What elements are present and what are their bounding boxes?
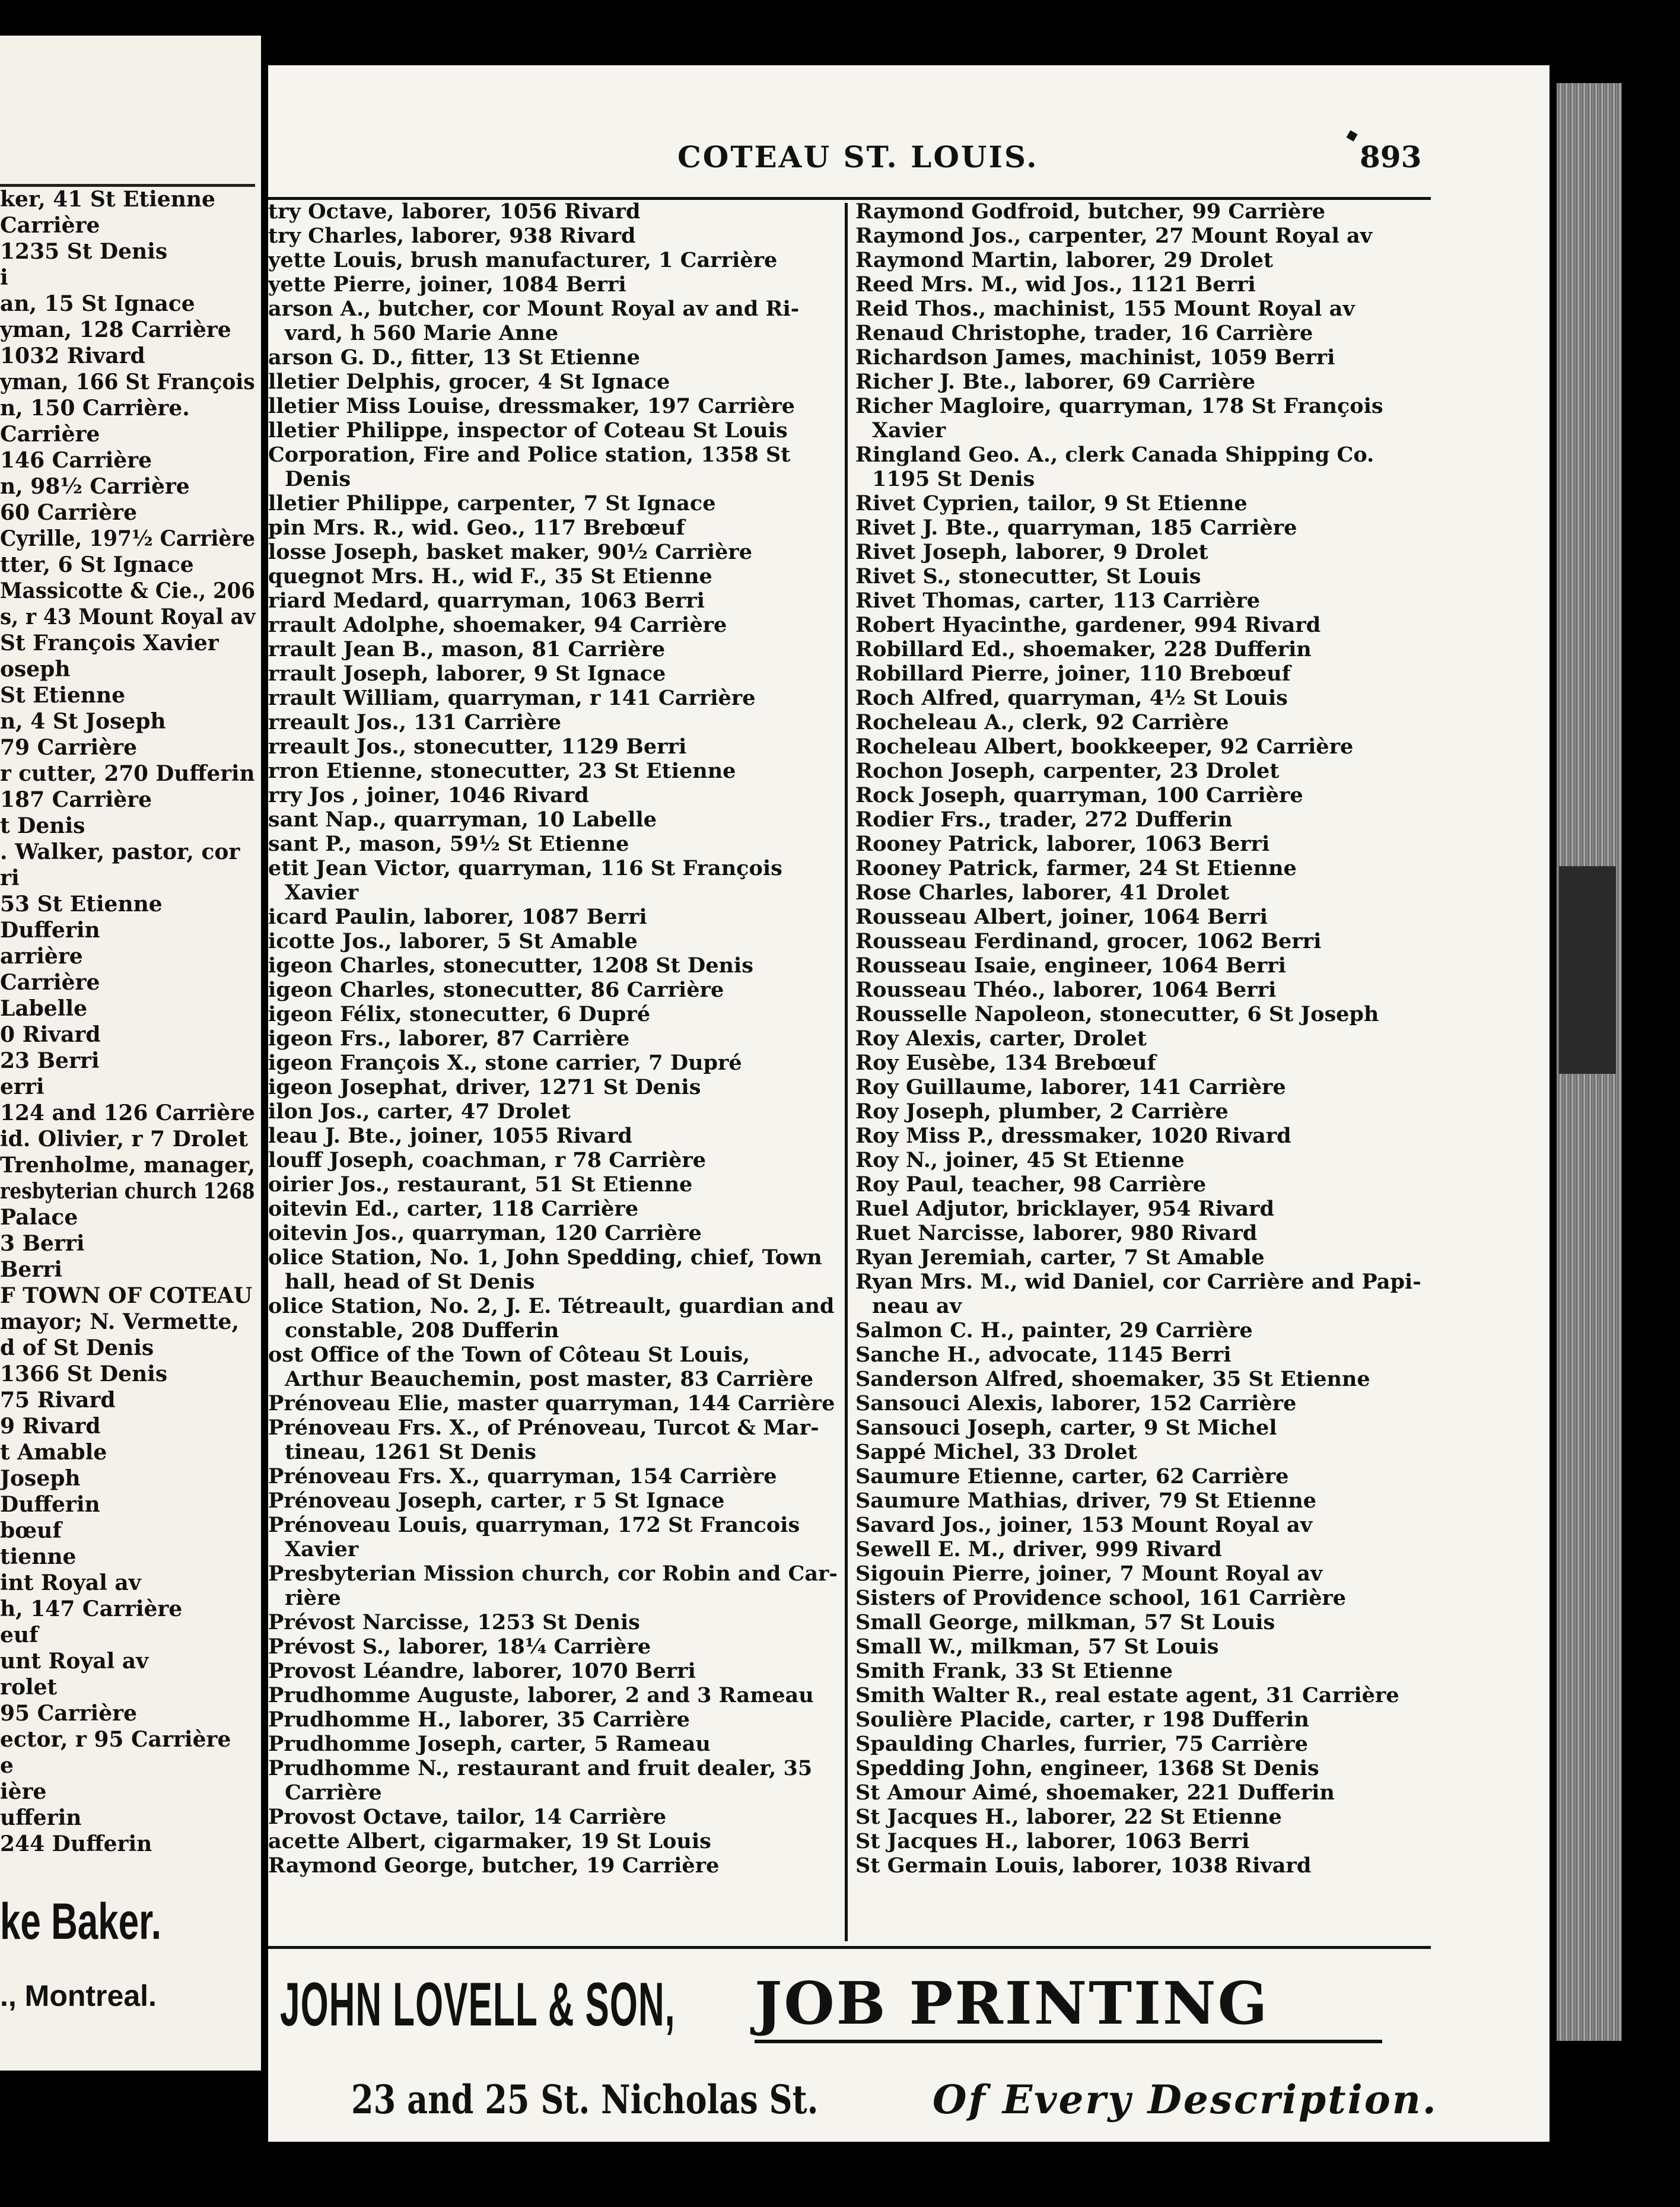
previous-page-entry: ector, r 95 Carrière xyxy=(0,1727,231,1752)
directory-entry: rry Jos , joiner, 1046 Rivard xyxy=(268,783,589,807)
previous-page-entry: e xyxy=(0,1753,14,1778)
previous-page-entry: tienne xyxy=(0,1544,77,1569)
directory-entry: Rousseau Théo., laborer, 1064 Berri xyxy=(855,978,1277,1002)
directory-entry: Roy Guillaume, laborer, 141 Carrière xyxy=(855,1075,1286,1099)
previous-page-entry: i xyxy=(0,265,8,290)
previous-page-entry: oseph xyxy=(0,657,71,682)
previous-page-entry: 244 Dufferin xyxy=(0,1831,152,1856)
previous-page-entry: Carrière xyxy=(0,970,100,995)
advertisement-publisher-name: JOHN LOVELL & SON, xyxy=(280,1970,676,2039)
previous-page-entry: rolet xyxy=(0,1675,58,1700)
previous-page-ad-line-1: ke Baker. xyxy=(0,1893,161,1950)
directory-entry: Sanche H., advocate, 1145 Berri xyxy=(855,1343,1232,1367)
directory-entry: Corporation, Fire and Police station, 1358 St xyxy=(268,443,791,467)
directory-entry: Prudhomme Auguste, laborer, 2 and 3 Rameau xyxy=(268,1683,814,1707)
directory-entry: icotte Jos., laborer, 5 St Amable xyxy=(268,929,638,953)
directory-entry: Ryan Mrs. M., wid Daniel, cor Carrière and Papi- xyxy=(855,1270,1421,1294)
advertisement-address: 23 and 25 St. Nicholas St. xyxy=(351,2076,819,2123)
previous-page-entry: 0 Rivard xyxy=(0,1022,101,1047)
directory-entry: Salmon C. H., painter, 29 Carrière xyxy=(855,1318,1253,1343)
directory-entry: Small George, milkman, 57 St Louis xyxy=(855,1610,1275,1634)
directory-entry: sant Nap., quarryman, 10 Labelle xyxy=(268,807,657,832)
previous-page-entry: F TOWN OF COTEAU xyxy=(0,1283,253,1308)
directory-entry: Sewell E. M., driver, 999 Rivard xyxy=(855,1537,1222,1562)
directory-entry: oirier Jos., restaurant, 51 St Etienne xyxy=(268,1172,693,1197)
previous-page-entry: unt Royal av xyxy=(0,1649,149,1674)
directory-entry: Xavier xyxy=(285,1537,359,1562)
page-number: 893 xyxy=(1360,139,1422,174)
directory-entry: Provost Léandre, laborer, 1070 Berri xyxy=(268,1659,696,1683)
directory-entry: Rivet S., stonecutter, St Louis xyxy=(855,564,1201,589)
previous-page-entry: tter, 6 St Ignace xyxy=(0,552,194,577)
directory-entry: Rousselle Napoleon, stonecutter, 6 St Joseph xyxy=(855,1002,1379,1026)
previous-page-entry: 9 Rivard xyxy=(0,1414,101,1439)
directory-entry: Rocheleau Albert, bookkeeper, 92 Carrière xyxy=(855,734,1354,759)
directory-entry: Robert Hyacinthe, gardener, 994 Rivard xyxy=(855,613,1321,637)
directory-entry: Reed Mrs. M., wid Jos., 1121 Berri xyxy=(855,272,1256,297)
previous-page-entry: int Royal av xyxy=(0,1570,141,1595)
directory-entry: Roy N., joiner, 45 St Etienne xyxy=(855,1148,1185,1172)
directory-entry: Prénoveau Frs. X., quarryman, 154 Carrière xyxy=(268,1464,777,1489)
directory-entry: pin Mrs. R., wid. Geo., 117 Brebœuf xyxy=(268,516,685,540)
directory-entry: igeon Frs., laborer, 87 Carrière xyxy=(268,1026,630,1051)
previous-page-entry: 75 Rivard xyxy=(0,1388,116,1413)
directory-entry: Rivet J. Bte., quarryman, 185 Carrière xyxy=(855,516,1297,540)
directory-entry: Xavier xyxy=(285,880,359,905)
previous-page-entry: yman, 128 Carrière xyxy=(0,317,231,342)
previous-page-entry: t Denis xyxy=(0,813,85,838)
directory-entry: Roy Joseph, plumber, 2 Carrière xyxy=(855,1099,1229,1124)
directory-entry: riard Medard, quarryman, 1063 Berri xyxy=(268,589,705,613)
directory-entry: quegnot Mrs. H., wid F., 35 St Etienne xyxy=(268,564,712,589)
previous-page-entry: ker, 41 St Etienne xyxy=(0,187,215,212)
directory-entry: sant P., mason, 59½ St Etienne xyxy=(268,832,629,856)
directory-entry: Renaud Christophe, trader, 16 Carrière xyxy=(855,321,1313,345)
directory-entry: 1195 St Denis xyxy=(872,467,1035,491)
previous-page-entry: an, 15 St Ignace xyxy=(0,291,195,316)
previous-page-entry: n, 98½ Carrière xyxy=(0,474,190,499)
directory-entry: Reid Thos., machinist, 155 Mount Royal av xyxy=(855,297,1355,321)
directory-entry: Spaulding Charles, furrier, 75 Carrière xyxy=(855,1732,1308,1756)
directory-entry: Rochon Joseph, carpenter, 23 Drolet xyxy=(855,759,1280,783)
directory-entry: leau J. Bte., joiner, 1055 Rivard xyxy=(268,1124,632,1148)
directory-entry: Roy Paul, teacher, 98 Carrière xyxy=(855,1172,1207,1197)
directory-entry: Provost Octave, tailor, 14 Carrière xyxy=(268,1805,667,1829)
directory-entry: igeon Charles, stonecutter, 1208 St Denis xyxy=(268,953,753,978)
directory-entry: Raymond George, butcher, 19 Carrière xyxy=(268,1853,720,1878)
previous-page-entry: Massicotte & Cie., 206 xyxy=(0,578,256,603)
directory-entry: Sansouci Joseph, carter, 9 St Michel xyxy=(855,1416,1277,1440)
previous-page-entry: Labelle xyxy=(0,996,87,1021)
directory-entry: Rousseau Isaie, engineer, 1064 Berri xyxy=(855,953,1286,978)
directory-entry: vard, h 560 Marie Anne xyxy=(285,321,559,345)
directory-entry: rrault Joseph, laborer, 9 St Ignace xyxy=(268,662,666,686)
directory-entry: igeon Josephat, driver, 1271 St Denis xyxy=(268,1075,701,1099)
directory-entry: rrault Jean B., mason, 81 Carrière xyxy=(268,637,666,662)
directory-entry: Prévost Narcisse, 1253 St Denis xyxy=(268,1610,640,1634)
directory-entry: Raymond Godfroid, butcher, 99 Carrière xyxy=(855,199,1326,224)
directory-entry: Saumure Mathias, driver, 79 St Etienne xyxy=(855,1489,1317,1513)
directory-page xyxy=(268,65,1549,2142)
previous-page-entry: 187 Carrière xyxy=(0,787,152,812)
directory-entry: Soulière Placide, carter, r 198 Dufferin xyxy=(855,1707,1309,1732)
book-gutter xyxy=(261,0,268,2207)
directory-entry: Rousseau Albert, joiner, 1064 Berri xyxy=(855,905,1268,929)
directory-entry: rrault Adolphe, shoemaker, 94 Carrière xyxy=(268,613,727,637)
column-divider xyxy=(845,203,848,1941)
directory-entry: lletier Philippe, inspector of Coteau St Louis xyxy=(268,418,788,443)
directory-entry: rron Etienne, stonecutter, 23 St Etienne xyxy=(268,759,736,783)
previous-page-entry: 1235 St Denis xyxy=(0,239,168,264)
footer-rule xyxy=(268,1946,1431,1949)
previous-page-entry: yman, 166 St François xyxy=(0,370,255,395)
previous-page-entry: 23 Berri xyxy=(0,1048,100,1073)
directory-entry: rrault William, quarryman, r 141 Carrière xyxy=(268,686,756,710)
directory-entry: Savard Jos., joiner, 153 Mount Royal av xyxy=(855,1513,1313,1537)
previous-page-entry: mayor; N. Vermette, xyxy=(0,1309,239,1334)
ink-mark xyxy=(1346,130,1357,141)
previous-page-entry: 79 Carrière xyxy=(0,735,137,760)
directory-entry: lletier Miss Louise, dressmaker, 197 Carrière xyxy=(268,394,795,418)
previous-page-entry: 60 Carrière xyxy=(0,500,137,525)
directory-entry: Roch Alfred, quarryman, 4½ St Louis xyxy=(855,686,1288,710)
previous-page-entry: ri xyxy=(0,866,20,891)
directory-entry: Small W., milkman, 57 St Louis xyxy=(855,1634,1219,1659)
directory-entry: arson A., butcher, cor Mount Royal av and Ri- xyxy=(268,297,800,321)
directory-entry: Presbyterian Mission church, cor Robin and Car- xyxy=(268,1562,838,1586)
directory-entry: St Germain Louis, laborer, 1038 Rivard xyxy=(855,1853,1312,1878)
previous-page-entry: t Amable xyxy=(0,1440,107,1465)
directory-entry: Smith Walter R., real estate agent, 31 Carrière xyxy=(855,1683,1399,1707)
directory-entry: Robillard Ed., shoemaker, 228 Dufferin xyxy=(855,637,1312,662)
directory-entry: Prénoveau Elie, master quarryman, 144 Carrière xyxy=(268,1391,835,1416)
directory-entry: Prudhomme N., restaurant and fruit dealer, 35 xyxy=(268,1756,813,1780)
directory-entry: Smith Frank, 33 St Etienne xyxy=(855,1659,1173,1683)
previous-page-entry: St François Xavier xyxy=(0,631,219,656)
directory-entry: constable, 208 Dufferin xyxy=(285,1318,559,1343)
previous-page-entry: ière xyxy=(0,1779,47,1804)
previous-page-entry: resbyterian church 1268 xyxy=(0,1179,255,1204)
directory-entry: rreault Jos., stonecutter, 1129 Berri xyxy=(268,734,687,759)
directory-entry: etit Jean Victor, quarryman, 116 St François xyxy=(268,856,782,880)
directory-entry: Spedding John, engineer, 1368 St Denis xyxy=(855,1756,1319,1780)
directory-entry: Rivet Cyprien, tailor, 9 St Etienne xyxy=(855,491,1248,516)
directory-entry: lletier Philippe, carpenter, 7 St Ignace xyxy=(268,491,716,516)
previous-page-entry: Carrière xyxy=(0,213,100,238)
book-fore-edge xyxy=(1549,65,1680,2142)
directory-entry: try Octave, laborer, 1056 Rivard xyxy=(268,199,641,224)
previous-page-entry: Berri xyxy=(0,1257,62,1282)
directory-entry: neau av xyxy=(872,1294,962,1318)
directory-entry: Rivet Thomas, carter, 113 Carrière xyxy=(855,589,1261,613)
directory-entry: Prévost S., laborer, 18¼ Carrière xyxy=(268,1634,651,1659)
directory-entry: Raymond Martin, laborer, 29 Drolet xyxy=(855,248,1274,272)
directory-entry: igeon Charles, stonecutter, 86 Carrière xyxy=(268,978,724,1002)
previous-page-entry: erri xyxy=(0,1074,44,1099)
previous-page-entry: n, 150 Carrière. xyxy=(0,396,190,421)
directory-entry: St Amour Aimé, shoemaker, 221 Dufferin xyxy=(855,1780,1335,1805)
directory-entry: hall, head of St Denis xyxy=(285,1270,535,1294)
directory-entry: yette Pierre, joiner, 1084 Berri xyxy=(268,272,626,297)
directory-entry: oitevin Jos., quarryman, 120 Carrière xyxy=(268,1221,702,1245)
directory-entry: Prénoveau Frs. X., of Prénoveau, Turcot & Mar- xyxy=(268,1416,819,1440)
directory-entry: Robillard Pierre, joiner, 110 Brebœuf xyxy=(855,662,1291,686)
directory-entry: Rousseau Ferdinand, grocer, 1062 Berri xyxy=(855,929,1322,953)
previous-page-entry: Cyrille, 197½ Carrière xyxy=(0,526,256,551)
previous-page-entry: 3 Berri xyxy=(0,1231,85,1256)
previous-page-entry: h, 147 Carrière xyxy=(0,1597,183,1621)
previous-page-entry: 95 Carrière xyxy=(0,1701,137,1726)
previous-page-entry: arrière xyxy=(0,944,83,969)
directory-entry: igeon Félix, stonecutter, 6 Dupré xyxy=(268,1002,651,1026)
directory-entry: Xavier xyxy=(872,418,946,443)
previous-page-entry: id. Olivier, r 7 Drolet xyxy=(0,1127,249,1152)
directory-entry: yette Louis, brush manufacturer, 1 Carrière xyxy=(268,248,778,272)
previous-page-entry: 1366 St Denis xyxy=(0,1362,168,1386)
directory-entry: oitevin Ed., carter, 118 Carrière xyxy=(268,1197,639,1221)
directory-entry: Richer J. Bte., laborer, 69 Carrière xyxy=(855,370,1256,394)
directory-entry: Rooney Patrick, laborer, 1063 Berri xyxy=(855,832,1270,856)
previous-page-entry: n, 4 St Joseph xyxy=(0,709,166,734)
previous-page-entry: 146 Carrière xyxy=(0,448,152,473)
previous-page-entry: Dufferin xyxy=(0,1492,100,1517)
directory-entry: rière xyxy=(285,1586,341,1610)
directory-entry: Roy Eusèbe, 134 Brebœuf xyxy=(855,1051,1156,1075)
directory-entry: Ryan Jeremiah, carter, 7 St Amable xyxy=(855,1245,1265,1270)
directory-entry: arson G. D., fitter, 13 St Etienne xyxy=(268,345,640,370)
thumb-index-tab xyxy=(1559,866,1616,1074)
directory-entry: Rose Charles, laborer, 41 Drolet xyxy=(855,880,1230,905)
directory-entry: Rivet Joseph, laborer, 9 Drolet xyxy=(855,540,1208,564)
previous-page-entry: Dufferin xyxy=(0,918,100,943)
previous-page-entry: ufferin xyxy=(0,1805,82,1830)
directory-entry: Rocheleau A., clerk, 92 Carrière xyxy=(855,710,1229,734)
previous-page-entry: r cutter, 270 Dufferin xyxy=(0,761,255,786)
directory-entry: olice Station, No. 1, John Spedding, chief, Town xyxy=(268,1245,822,1270)
previous-page-entry: Palace xyxy=(0,1205,78,1230)
previous-page-entry: bœuf xyxy=(0,1518,62,1543)
directory-entry: tineau, 1261 St Denis xyxy=(285,1440,536,1464)
directory-entry: Raymond Jos., carpenter, 27 Mount Royal av xyxy=(855,224,1373,248)
previous-page-entry: St Etienne xyxy=(0,683,126,708)
directory-entry: icard Paulin, laborer, 1087 Berri xyxy=(268,905,647,929)
directory-entry: Sisters of Providence school, 161 Carrière xyxy=(855,1586,1347,1610)
previous-page-entry: 1032 Rivard xyxy=(0,344,145,368)
directory-entry: Saumure Etienne, carter, 62 Carrière xyxy=(855,1464,1289,1489)
directory-entry: Richardson James, machinist, 1059 Berri xyxy=(855,345,1335,370)
directory-entry: Carrière xyxy=(285,1780,382,1805)
directory-entry: Ruel Adjutor, bricklayer, 954 Rivard xyxy=(855,1197,1274,1221)
directory-entry: igeon François X., stone carrier, 7 Dupré xyxy=(268,1051,742,1075)
directory-entry: Sansouci Alexis, laborer, 152 Carrière xyxy=(855,1391,1297,1416)
previous-page-entry: . Walker, pastor, cor xyxy=(0,839,240,864)
directory-entry: Roy Miss P., dressmaker, 1020 Rivard xyxy=(855,1124,1291,1148)
directory-entry: Richer Magloire, quarryman, 178 St François xyxy=(855,394,1383,418)
running-header-title: COTEAU ST. LOUIS. xyxy=(677,139,1039,174)
advertisement-underline xyxy=(755,2040,1382,2043)
directory-entry: Prénoveau Louis, quarryman, 172 St Francois xyxy=(268,1513,800,1537)
directory-entry: Prénoveau Joseph, carter, r 5 St Ignace xyxy=(268,1489,725,1513)
directory-entry: St Jacques H., laborer, 1063 Berri xyxy=(855,1829,1250,1853)
directory-entry: Rock Joseph, quarryman, 100 Carrière xyxy=(855,783,1303,807)
directory-entry: Arthur Beauchemin, post master, 83 Carrière xyxy=(285,1367,813,1391)
directory-entry: rreault Jos., 131 Carrière xyxy=(268,710,562,734)
previous-page-fragment xyxy=(0,36,261,2071)
directory-entry: Sigouin Pierre, joiner, 7 Mount Royal av xyxy=(855,1562,1323,1586)
directory-entry: Ringland Geo. A., clerk Canada Shipping Co. xyxy=(855,443,1374,467)
previous-page-entry: s, r 43 Mount Royal av xyxy=(0,605,256,629)
directory-entry: ilon Jos., carter, 47 Drolet xyxy=(268,1099,571,1124)
advertisement-tagline: Of Every Description. xyxy=(933,2076,1438,2123)
advertisement-job-printing: JOB PRINTING xyxy=(755,1970,1269,2038)
directory-entry: acette Albert, cigarmaker, 19 St Louis xyxy=(268,1829,711,1853)
directory-entry: Roy Alexis, carter, Drolet xyxy=(855,1026,1147,1051)
directory-entry: Sanderson Alfred, shoemaker, 35 St Etienne xyxy=(855,1367,1370,1391)
directory-entry: St Jacques H., laborer, 22 St Etienne xyxy=(855,1805,1282,1829)
directory-entry: louff Joseph, coachman, r 78 Carrière xyxy=(268,1148,706,1172)
previous-page-entry: d of St Denis xyxy=(0,1335,154,1360)
directory-entry: Rodier Frs., trader, 272 Dufferin xyxy=(855,807,1233,832)
directory-entry: olice Station, No. 2, J. E. Tétreault, guardian and xyxy=(268,1294,835,1318)
directory-entry: try Charles, laborer, 938 Rivard xyxy=(268,224,636,248)
previous-page-entry: Joseph xyxy=(0,1466,81,1491)
previous-page-entry: 53 St Etienne xyxy=(0,892,163,917)
directory-entry: Ruet Narcisse, laborer, 980 Rivard xyxy=(855,1221,1258,1245)
previous-page-entry: 124 and 126 Carrière xyxy=(0,1101,255,1125)
directory-entry: Prudhomme Joseph, carter, 5 Rameau xyxy=(268,1732,711,1756)
previous-page-entry: Carrière xyxy=(0,422,100,447)
previous-page-entry: euf xyxy=(0,1623,39,1648)
directory-entry: ost Office of the Town of Côteau St Louis, xyxy=(268,1343,750,1367)
directory-entry: Prudhomme H., laborer, 35 Carrière xyxy=(268,1707,690,1732)
directory-entry: lletier Delphis, grocer, 4 St Ignace xyxy=(268,370,670,394)
directory-entry: losse Joseph, basket maker, 90½ Carrière xyxy=(268,540,752,564)
previous-page-ad-line-2: ., Montreal. xyxy=(0,1979,157,2012)
directory-entry: Denis xyxy=(285,467,351,491)
previous-page-entry: Trenholme, manager, xyxy=(0,1153,256,1178)
directory-entry: Rooney Patrick, farmer, 24 St Etienne xyxy=(855,856,1297,880)
directory-entry: Sappé Michel, 33 Drolet xyxy=(855,1440,1137,1464)
